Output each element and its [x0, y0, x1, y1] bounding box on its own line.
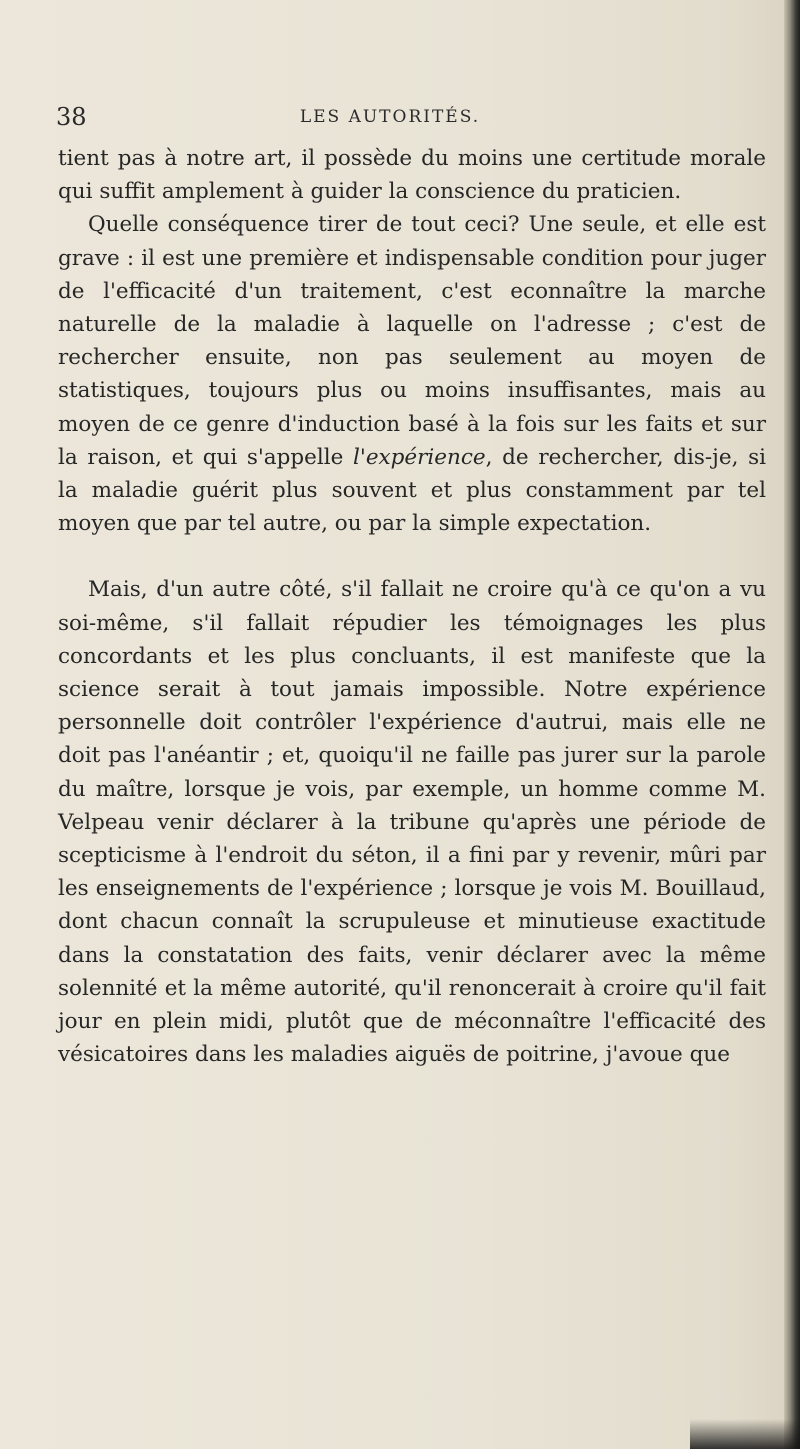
emphasis-experience: l'expérience — [353, 444, 486, 470]
page-number: 38 — [56, 103, 87, 131]
paragraph-2-text-after: , de rechercher, dis-je, si la maladie guérit plus souvent et plus constamment par tel moyen que par tel autre, ou par la simple expectation. — [58, 444, 766, 537]
page-header — [0, 99, 780, 135]
running-head: LES AUTORITÉS. — [299, 107, 481, 127]
paragraph-2-text-before: Quelle conséquence tirer de tout ceci? Une seule, et elle est grave : il est une première et indispensable condition pour juger de l'efficacité d'un traitement, c'est econnaître la marche naturelle de la maladie à laquelle on l'adresse ; c'est de rechercher ensuite, non pas seulement au moyen de statistiques, toujours plus ou moins insuffisantes, mais au moyen de ce genre d'induction basé à la fois sur les faits et sur la raison, et qui s'appelle — [58, 212, 766, 470]
paragraph-2 — [58, 208, 766, 540]
paragraph-3: Mais, d'un autre côté, s'il fallait ne croire qu'à ce qu'on a vu soi-même, s'il fallait répudier les témoignages les plus concordants et les plus concluants, il est manifeste que la science serait à tout jamais impossible. Notre expérience personnelle doit contrôler l'expérience d'autrui, mais elle ne doit pas l'anéantir ; et, quoiqu'il ne faille pas jurer sur la parole du maître, lorsque je vois, par exemple, un homme comme M. Velpeau venir déclarer à la tribune qu'après une période de scepticisme à l'endroit du séton, il a fini par y revenir, mûri par les enseignements de l'expérience ; lorsque je vois M. Bouillaud, dont chacun connaît la scrupuleuse et minutieuse exactitude dans la constatation des faits, venir déclarer avec la même solennité et la même autorité, qu'il renoncerait à croire qu'il fait jour en plein midi, plutôt que de méconnaître l'efficacité des vésicatoires dans les maladies aiguës de poitrine, j'avoue que — [58, 577, 766, 1068]
corner-shadow — [690, 1419, 800, 1449]
paragraph-1: tient pas à notre art, il possède du moins une certitude morale qui suffit amplement à guider la conscience du praticien. — [58, 146, 766, 205]
paragraph-spacer — [58, 540, 766, 573]
body-text — [58, 142, 766, 1071]
book-spine-edge — [784, 0, 800, 1449]
